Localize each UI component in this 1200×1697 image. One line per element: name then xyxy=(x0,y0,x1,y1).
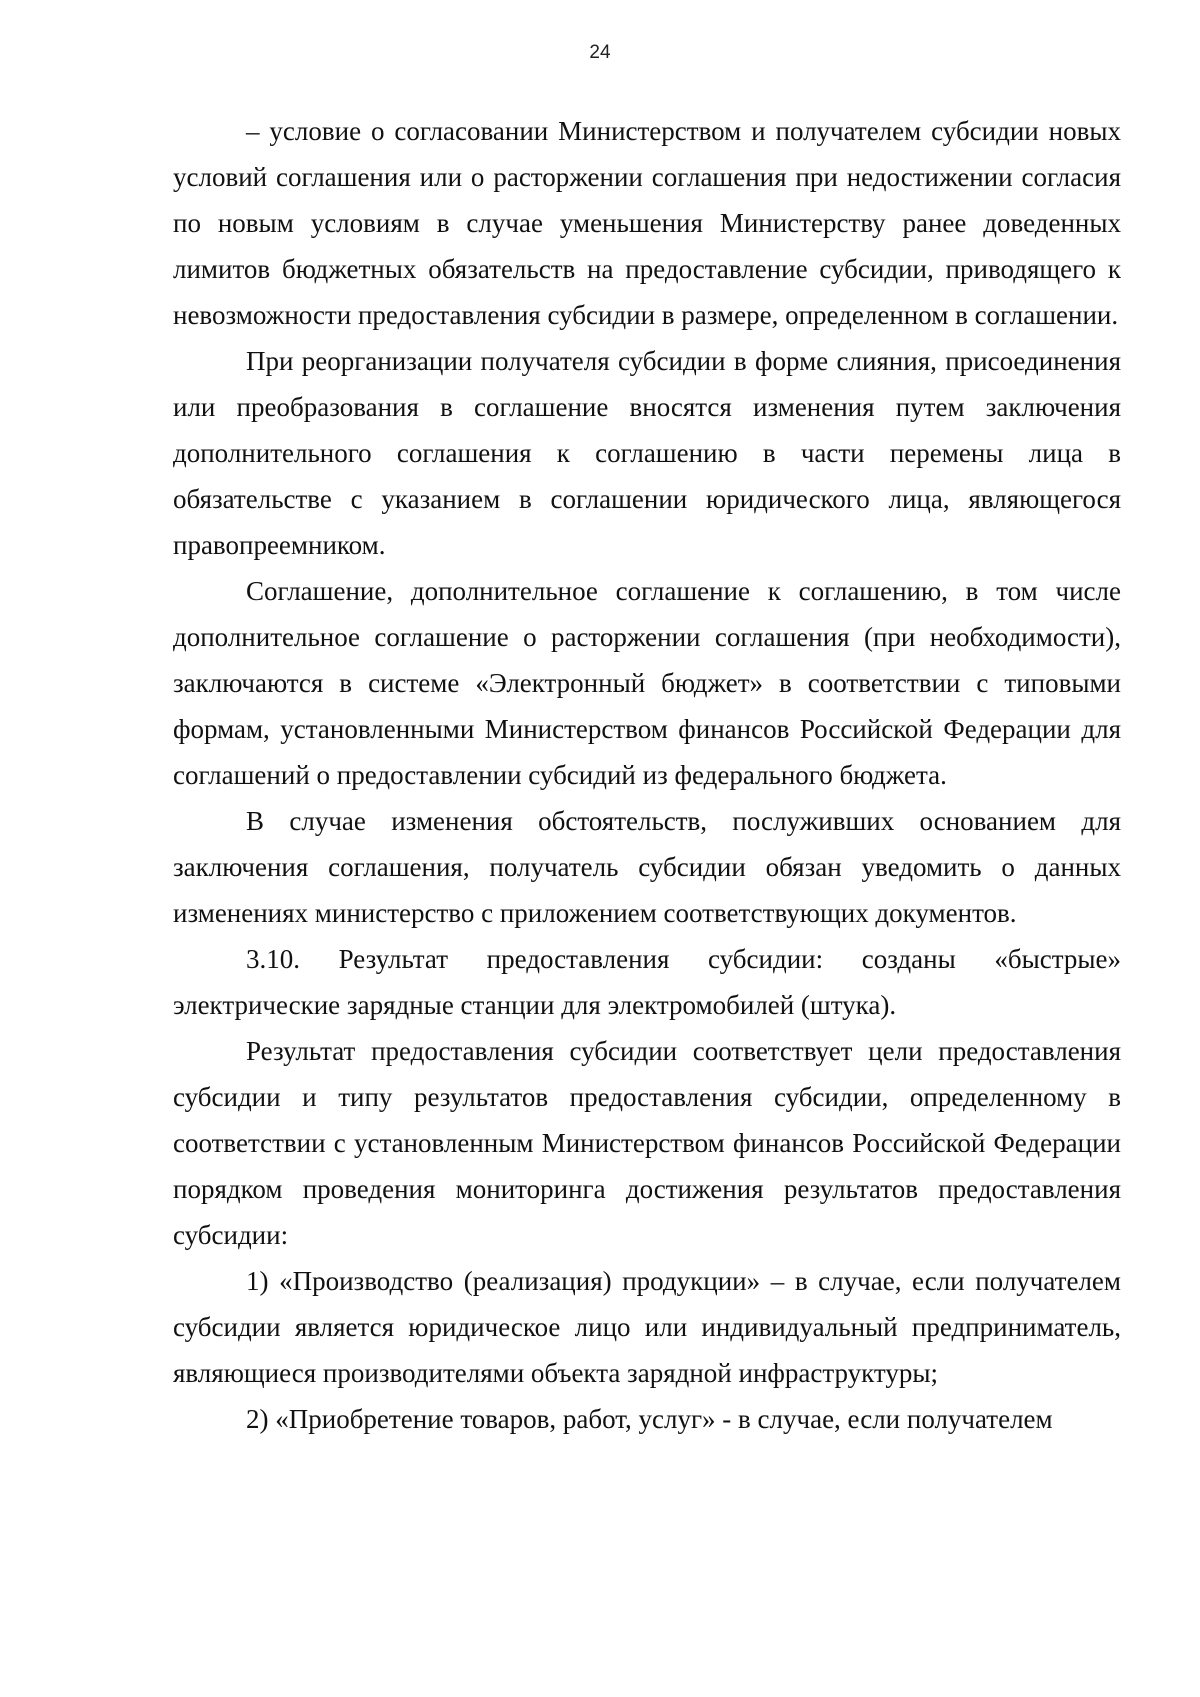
document-body xyxy=(173,108,1121,1442)
paragraph-result-type: Результат предоставления субсидии соответствует цели предоставления субсидии и типу результатов предоставления субсидии, определенному в соответствии с установленным Министерством финансов Российской Федерации порядком проведения мониторинга достижения результатов предоставления субсидии: xyxy=(173,1036,1121,1250)
paragraph-agreement-condition: – условие о согласовании Министерством и получателем субсидии новых условий соглашения или о расторжении соглашения при недостижении согласия по новым условиям в случае уменьшения Министерству ранее доведенных лимитов бюджетных обязательств на предоставление субсидии, приводящего к невозможности предоставления субсидии в размере, определенном в соглашении. xyxy=(173,116,1121,330)
paragraph-circumstances-change: В случае изменения обстоятельств, послуживших основанием для заключения соглашения, получатель субсидии обязан уведомить о данных изменениях министерство с приложением соответствующих документов. xyxy=(173,806,1121,928)
paragraph-reorganization: При реорганизации получателя субсидии в форме слияния, присоединения или преобразования в соглашение вносятся изменения путем заключения дополнительного соглашения к соглашению в части перемены лица в обязательстве с указанием в соглашении юридического лица, являющегося правопреемником. xyxy=(173,346,1121,560)
page-number: 24 xyxy=(589,42,611,63)
paragraph-subsidy-result: 3.10. Результат предоставления субсидии: созданы «быстрые» электрические зарядные станции для электромобилей (штука). xyxy=(173,944,1121,1020)
list-item-purchase: 2) «Приобретение товаров, работ, услуг» - в случае, если получателем xyxy=(246,1404,1053,1434)
paragraph-electronic-budget: Соглашение, дополнительное соглашение к соглашению, в том числе дополнительное соглашение о расторжении соглашения (при необходимости), заключаются в системе «Электронный бюджет» в соответствии с типовыми формам, установленными Министерством финансов Российской Федерации для соглашений о предоставлении субсидий из федерального бюджета. xyxy=(173,576,1121,790)
list-item-production: 1) «Производство (реализация) продукции» – в случае, если получателем субсидии является юридическое лицо или индивидуальный предприниматель, являющиеся производителями объекта зарядной инфраструктуры; xyxy=(173,1266,1121,1388)
